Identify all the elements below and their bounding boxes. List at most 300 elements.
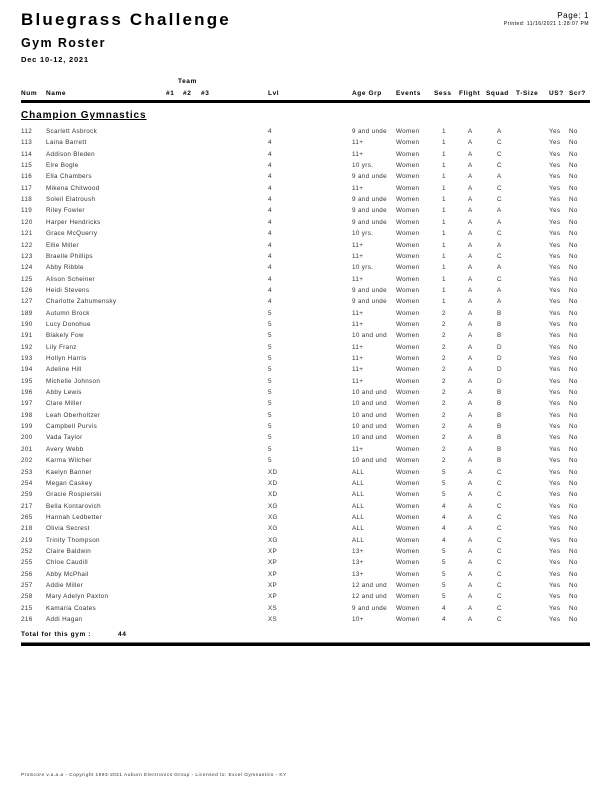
cell-age-grp: 11+ [352, 139, 364, 147]
cell-name: Scarlett Asbrock [46, 128, 98, 135]
header-us: US? [549, 90, 564, 97]
cell-events: Women [396, 491, 420, 499]
cell-scr: No [569, 366, 578, 374]
cell-events: Women [396, 525, 420, 533]
cell-age-grp: 10 and und [352, 434, 388, 442]
cell-events: Women [396, 559, 420, 567]
cell-flight: A [468, 355, 473, 362]
cell-events: Women [396, 309, 420, 317]
cell-scr: No [569, 502, 578, 510]
header-sess: Sess [434, 90, 452, 97]
cell-events: Women [396, 355, 420, 362]
cell-events: Women [396, 445, 420, 453]
cell-lvl: XP [268, 559, 278, 567]
cell-age-grp: ALL [352, 479, 365, 487]
cell-sess: 5 [442, 491, 446, 499]
cell-sess: 1 [442, 275, 446, 283]
cell-name: Avery Webb [46, 445, 84, 453]
cell-events: Women [396, 502, 420, 510]
cell-flight: A [468, 184, 473, 192]
cell-sess: 1 [442, 298, 446, 306]
cell-squad: C [497, 491, 502, 499]
cell-sess: 1 [442, 128, 446, 135]
cell-squad: C [497, 616, 502, 624]
cell-lvl: 5 [268, 377, 272, 385]
cell-name: Charlotte Zahumensky [46, 298, 117, 306]
cell-us: Yes [549, 525, 561, 533]
cell-sess: 4 [442, 513, 446, 521]
cell-sess: 2 [442, 332, 446, 340]
cell-squad: B [497, 320, 502, 328]
cell-name: Abby Ribble [46, 264, 84, 272]
cell-scr: No [569, 536, 578, 544]
table-row [0, 264, 612, 275]
cell-flight: A [468, 128, 473, 135]
cell-flight: A [468, 139, 473, 147]
cell-num: 193 [21, 355, 33, 362]
cell-events: Women [396, 434, 420, 442]
cell-us: Yes [549, 457, 561, 465]
cell-age-grp: 10 and und [352, 332, 388, 340]
cell-scr: No [569, 275, 578, 283]
cell-sess: 2 [442, 445, 446, 453]
table-row [0, 207, 612, 218]
cell-age-grp: 9 and unde [352, 207, 388, 215]
cell-name: Chloe Caudill [46, 559, 89, 567]
cell-events: Women [396, 411, 420, 419]
cell-scr: No [569, 252, 578, 260]
cell-events: Women [396, 252, 420, 260]
cell-us: Yes [549, 513, 561, 521]
cell-events: Women [396, 218, 420, 226]
cell-events: Women [396, 207, 420, 215]
cell-us: Yes [549, 286, 561, 294]
cell-age-grp: 11+ [352, 366, 364, 374]
cell-sess: 4 [442, 604, 446, 612]
page-number: Page: 1 [557, 11, 589, 20]
cell-events: Women [396, 570, 420, 578]
cell-num: 189 [21, 309, 33, 317]
cell-age-grp: 11+ [352, 184, 364, 192]
cell-num: 253 [21, 468, 33, 476]
cell-num: 258 [21, 593, 33, 601]
cell-scr: No [569, 196, 578, 204]
cell-squad: C [497, 513, 502, 521]
header-divider [21, 100, 590, 103]
cell-age-grp: ALL [352, 525, 365, 533]
cell-num: 198 [21, 411, 33, 419]
cell-flight: A [468, 445, 473, 453]
cell-scr: No [569, 457, 578, 465]
cell-name: Kamaria Coates [46, 604, 97, 612]
cell-squad: A [497, 264, 502, 272]
cell-name: Lucy Donohue [46, 320, 91, 328]
cell-squad: B [497, 389, 502, 397]
cell-lvl: 5 [268, 400, 272, 408]
cell-squad: C [497, 593, 502, 601]
cell-events: Women [396, 389, 420, 397]
table-row [0, 344, 612, 355]
cell-name: Braelle Phillips [46, 252, 93, 260]
cell-num: 219 [21, 536, 33, 544]
cell-flight: A [468, 457, 473, 465]
cell-name: Olivia Secrest [46, 525, 90, 533]
cell-lvl: 4 [268, 230, 272, 238]
cell-name: Adeline Hill [46, 366, 82, 374]
cell-us: Yes [549, 343, 561, 351]
cell-age-grp: 12 and und [352, 593, 388, 601]
cell-age-grp: ALL [352, 502, 365, 510]
header-flight: Flight [459, 90, 481, 97]
cell-name: Abby Lewis [46, 389, 82, 397]
cell-flight: A [468, 343, 473, 351]
cell-lvl: XD [268, 468, 278, 476]
cell-lvl: 4 [268, 139, 272, 147]
cell-squad: D [497, 366, 502, 374]
table-row [0, 366, 612, 377]
cell-num: 195 [21, 377, 33, 385]
cell-age-grp: 11+ [352, 320, 364, 328]
cell-squad: C [497, 547, 502, 555]
cell-sess: 4 [442, 502, 446, 510]
cell-num: 120 [21, 218, 33, 226]
total-divider [21, 643, 590, 646]
cell-events: Women [396, 139, 420, 147]
header-team-2: #2 [183, 90, 192, 97]
cell-age-grp: 10 yrs. [352, 162, 374, 170]
cell-flight: A [468, 309, 473, 317]
cell-scr: No [569, 377, 578, 385]
cell-squad: C [497, 604, 502, 612]
cell-squad: B [497, 400, 502, 408]
cell-name: Vada Taylor [46, 434, 83, 442]
cell-num: 124 [21, 264, 33, 272]
cell-scr: No [569, 389, 578, 397]
table-row [0, 230, 612, 241]
cell-us: Yes [549, 355, 561, 362]
cell-us: Yes [549, 559, 561, 567]
cell-age-grp: 10 and und [352, 457, 388, 465]
cell-flight: A [468, 536, 473, 544]
cell-us: Yes [549, 275, 561, 283]
cell-lvl: 5 [268, 423, 272, 431]
cell-us: Yes [549, 570, 561, 578]
cell-num: 257 [21, 582, 33, 589]
cell-age-grp: 9 and unde [352, 196, 388, 204]
table-row [0, 253, 612, 264]
cell-events: Women [396, 593, 420, 601]
cell-us: Yes [549, 468, 561, 476]
cell-num: 215 [21, 604, 33, 612]
cell-lvl: XD [268, 479, 278, 487]
cell-lvl: XS [268, 616, 278, 624]
cell-lvl: 4 [268, 298, 272, 306]
cell-name: Ella Chambers [46, 173, 92, 181]
cell-name: Autumn Brock [46, 309, 90, 317]
cell-lvl: 4 [268, 184, 272, 192]
cell-sess: 1 [442, 173, 446, 181]
cell-sess: 4 [442, 525, 446, 533]
cell-lvl: 5 [268, 343, 272, 351]
cell-name: Grace McQuerry [46, 230, 98, 238]
cell-flight: A [468, 275, 473, 283]
cell-us: Yes [549, 241, 561, 249]
cell-age-grp: 13+ [352, 570, 364, 578]
report-title: Bluegrass Challenge [21, 10, 231, 29]
cell-lvl: 5 [268, 320, 272, 328]
cell-events: Women [396, 275, 420, 283]
table-row [0, 457, 612, 468]
cell-num: 113 [21, 139, 33, 147]
cell-num: 254 [21, 479, 33, 487]
cell-scr: No [569, 332, 578, 340]
table-row [0, 491, 612, 502]
cell-age-grp: 13+ [352, 559, 364, 567]
copyright-footer: ProScore v.a.a.a - Copyright 1993-2021 Auburn Electronics Group - Licensed to: Excel Gymnastics - KY [21, 773, 287, 778]
cell-num: 119 [21, 207, 33, 215]
cell-us: Yes [549, 184, 561, 192]
cell-sess: 5 [442, 468, 446, 476]
cell-events: Women [396, 332, 420, 340]
cell-sess: 2 [442, 423, 446, 431]
cell-num: 255 [21, 559, 33, 567]
cell-lvl: 5 [268, 355, 272, 362]
cell-name: Hannah Ledbetter [46, 513, 103, 521]
table-row [0, 298, 612, 309]
cell-age-grp: 9 and unde [352, 286, 388, 294]
cell-flight: A [468, 582, 473, 589]
cell-sess: 4 [442, 536, 446, 544]
cell-name: Mikena Chitwood [46, 184, 100, 192]
report-subtitle: Gym Roster [21, 36, 106, 50]
cell-lvl: XP [268, 570, 278, 578]
cell-flight: A [468, 593, 473, 601]
table-row [0, 514, 612, 525]
cell-lvl: 4 [268, 218, 272, 226]
cell-squad: C [497, 559, 502, 567]
table-row [0, 389, 612, 400]
cell-events: Women [396, 479, 420, 487]
cell-events: Women [396, 128, 420, 135]
cell-flight: A [468, 332, 473, 340]
cell-lvl: 4 [268, 286, 272, 294]
cell-num: 118 [21, 196, 33, 204]
cell-name: Claire Baldwin [46, 547, 92, 555]
cell-us: Yes [549, 162, 561, 170]
cell-name: Trinity Thompson [46, 536, 100, 544]
cell-lvl: 5 [268, 332, 272, 340]
cell-us: Yes [549, 264, 561, 272]
cell-sess: 4 [442, 616, 446, 624]
cell-name: Laina Barrett [46, 139, 87, 147]
table-row [0, 310, 612, 321]
cell-squad: C [497, 570, 502, 578]
cell-scr: No [569, 491, 578, 499]
cell-num: 123 [21, 252, 33, 260]
table-row [0, 616, 612, 627]
cell-flight: A [468, 264, 473, 272]
cell-us: Yes [549, 128, 561, 135]
cell-flight: A [468, 423, 473, 431]
cell-num: 201 [21, 445, 33, 453]
cell-scr: No [569, 173, 578, 181]
cell-scr: No [569, 400, 578, 408]
cell-name: Blakely Fow [46, 332, 84, 340]
cell-squad: C [497, 150, 502, 158]
cell-us: Yes [549, 298, 561, 306]
cell-scr: No [569, 320, 578, 328]
cell-events: Women [396, 150, 420, 158]
cell-name: Leah Oberholtzer [46, 411, 101, 419]
cell-scr: No [569, 559, 578, 567]
cell-events: Women [396, 457, 420, 465]
table-row [0, 162, 612, 173]
cell-us: Yes [549, 309, 561, 317]
cell-scr: No [569, 423, 578, 431]
header-age-grp: Age Grp [352, 90, 382, 97]
table-row [0, 559, 612, 570]
cell-events: Women [396, 298, 420, 306]
cell-sess: 2 [442, 309, 446, 317]
table-row [0, 151, 612, 162]
cell-us: Yes [549, 434, 561, 442]
cell-us: Yes [549, 491, 561, 499]
cell-age-grp: 9 and unde [352, 604, 388, 612]
cell-age-grp: 11+ [352, 343, 364, 351]
cell-num: 256 [21, 570, 33, 578]
cell-us: Yes [549, 604, 561, 612]
cell-age-grp: ALL [352, 468, 365, 476]
cell-scr: No [569, 411, 578, 419]
table-row [0, 173, 612, 184]
cell-sess: 5 [442, 547, 446, 555]
cell-age-grp: 11+ [352, 377, 364, 385]
cell-num: 196 [21, 389, 33, 397]
cell-lvl: XG [268, 513, 278, 521]
cell-scr: No [569, 604, 578, 612]
cell-flight: A [468, 559, 473, 567]
cell-lvl: XG [268, 502, 278, 510]
table-row [0, 139, 612, 150]
cell-name: Bella Kontarovich [46, 502, 101, 510]
cell-lvl: 5 [268, 457, 272, 465]
cell-scr: No [569, 445, 578, 453]
cell-events: Women [396, 162, 420, 170]
cell-scr: No [569, 513, 578, 521]
cell-num: 122 [21, 241, 33, 249]
cell-name: Ellie Miller [46, 241, 79, 249]
cell-sess: 5 [442, 582, 446, 589]
cell-us: Yes [549, 479, 561, 487]
cell-scr: No [569, 434, 578, 442]
table-row [0, 593, 612, 604]
gym-name: Champion Gymnastics [21, 110, 147, 121]
cell-flight: A [468, 389, 473, 397]
cell-events: Women [396, 536, 420, 544]
cell-lvl: 5 [268, 366, 272, 374]
cell-name: Lily Franz [46, 343, 77, 351]
cell-sess: 2 [442, 377, 446, 385]
cell-num: 218 [21, 525, 33, 533]
cell-flight: A [468, 547, 473, 555]
cell-sess: 2 [442, 411, 446, 419]
cell-name: Soleil Elatroush [46, 196, 96, 204]
cell-sess: 1 [442, 286, 446, 294]
cell-lvl: 5 [268, 309, 272, 317]
table-row [0, 196, 612, 207]
cell-events: Women [396, 468, 420, 476]
table-row [0, 128, 612, 139]
cell-scr: No [569, 468, 578, 476]
cell-num: 126 [21, 286, 33, 294]
cell-name: Elre Bogle [46, 162, 79, 170]
cell-flight: A [468, 230, 473, 238]
cell-age-grp: 10 and und [352, 400, 388, 408]
cell-us: Yes [549, 196, 561, 204]
cell-age-grp: 10 yrs. [352, 230, 374, 238]
cell-sess: 1 [442, 230, 446, 238]
cell-sess: 2 [442, 400, 446, 408]
header-team-1: #1 [166, 90, 175, 97]
cell-scr: No [569, 343, 578, 351]
cell-squad: A [497, 207, 502, 215]
table-row [0, 446, 612, 457]
cell-flight: A [468, 252, 473, 260]
cell-age-grp: 9 and unde [352, 128, 388, 135]
cell-squad: D [497, 355, 502, 362]
cell-events: Women [396, 241, 420, 249]
cell-us: Yes [549, 332, 561, 340]
gym-total-value: 44 [118, 631, 127, 638]
cell-squad: C [497, 162, 502, 170]
cell-scr: No [569, 525, 578, 533]
cell-squad: C [497, 196, 502, 204]
cell-sess: 2 [442, 343, 446, 351]
cell-squad: C [497, 230, 502, 238]
cell-lvl: 4 [268, 241, 272, 249]
cell-scr: No [569, 570, 578, 578]
cell-flight: A [468, 320, 473, 328]
cell-lvl: 5 [268, 411, 272, 419]
table-row [0, 355, 612, 366]
table-row [0, 605, 612, 616]
cell-sess: 1 [442, 218, 446, 226]
table-row [0, 537, 612, 548]
header-events: Events [396, 90, 421, 97]
cell-squad: C [497, 275, 502, 283]
cell-lvl: 4 [268, 207, 272, 215]
cell-squad: A [497, 128, 502, 135]
cell-num: 202 [21, 457, 33, 465]
cell-num: 200 [21, 434, 33, 442]
cell-age-grp: 11+ [352, 309, 364, 317]
cell-us: Yes [549, 150, 561, 158]
cell-us: Yes [549, 502, 561, 510]
cell-flight: A [468, 491, 473, 499]
cell-lvl: XP [268, 582, 278, 589]
cell-lvl: 4 [268, 150, 272, 158]
cell-squad: B [497, 411, 502, 419]
table-row [0, 242, 612, 253]
cell-num: 116 [21, 173, 33, 181]
cell-us: Yes [549, 139, 561, 147]
cell-squad: B [497, 332, 502, 340]
cell-events: Women [396, 547, 420, 555]
header-name: Name [46, 90, 67, 97]
cell-us: Yes [549, 593, 561, 601]
table-row [0, 412, 612, 423]
cell-scr: No [569, 162, 578, 170]
